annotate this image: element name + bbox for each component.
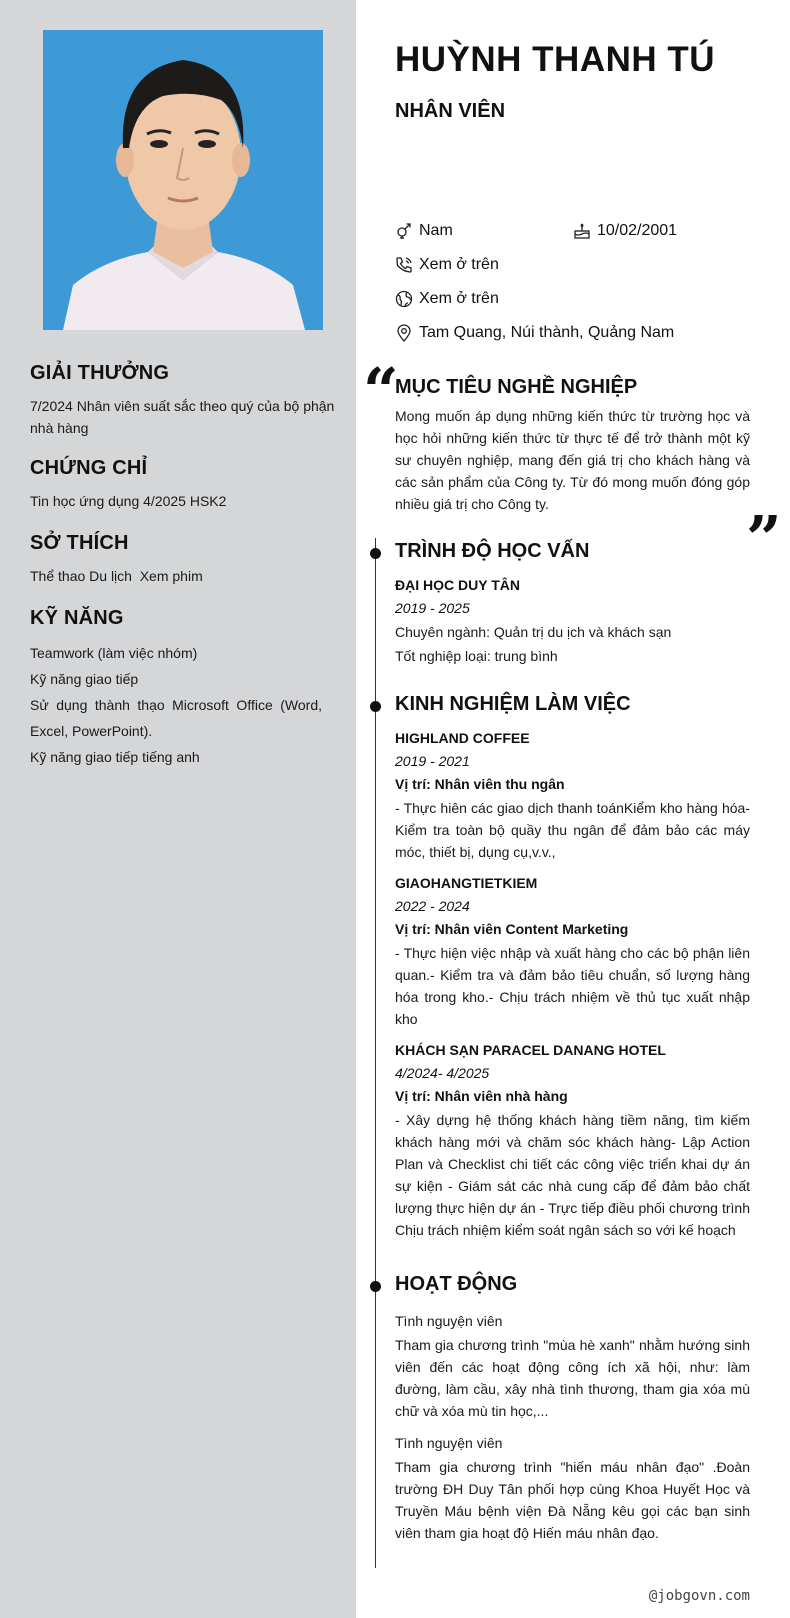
address-info bbox=[395, 322, 674, 344]
gender-value: Nam bbox=[419, 222, 453, 239]
skills-section bbox=[30, 607, 322, 770]
open-quote-icon: “ bbox=[363, 354, 399, 427]
certificates-section bbox=[30, 457, 340, 512]
timeline-dot bbox=[370, 1281, 381, 1292]
activity-entry bbox=[395, 1432, 750, 1544]
activity-entry bbox=[395, 1310, 750, 1422]
awards-text: 7/2024 Nhân viên suất sắc theo quý của bộ phận nhà hàng bbox=[30, 398, 335, 436]
activity-description: Tham gia chương trình "mùa hè xanh" nhằm hướng sinh viên đến các hoạt động công ích xã hội, như: làm đường, làm cầu, xây nhà tình thương, tham gia xóa mù chữ và xóa mù tin học,... bbox=[395, 1337, 750, 1419]
activity-description: Tham gia chương trình "hiến máu nhân đạo" .Đoàn trường ĐH Duy Tân phối hợp cùng Khoa Huyết Học và Truyền Máu bệnh viện Đà Nẵng kêu gọi các bạn sinh viên tham gia hoạt độ Hiến máu nhân đạo. bbox=[395, 1459, 750, 1541]
close-quote-icon: ” bbox=[746, 502, 782, 575]
job-title: NHÂN VIÊN bbox=[395, 100, 506, 122]
certificates-text: Tin học ứng dụng 4/2025 HSK2 bbox=[30, 493, 227, 509]
job-description: - Xây dựng hệ thống khách hàng tiềm năng, tìm kiếm khách hàng mới và chăm sóc khách hàng- Lập Action Plan và Checklist chi tiết các công việc triển khai dự án sự kiện - Giám sát các nhà cung cấp để đảm bảo chất lượng thực hiện dự án - Trực tiếp điều phối chương trình Chịu trách nhiệm kiểm soát ngân sách so với kế hoạch bbox=[395, 1112, 750, 1238]
job-company: KHÁCH SẠN PARACEL DANANG HOTEL bbox=[395, 1042, 666, 1058]
job-company: HIGHLAND COFFEE bbox=[395, 730, 530, 746]
phone-info bbox=[395, 254, 499, 276]
school-name: ĐẠI HỌC DUY TÂN bbox=[395, 577, 520, 593]
skill-item: Kỹ năng giao tiếp tiếng anh bbox=[30, 749, 200, 765]
hobbies-heading: SỞ THÍCH bbox=[30, 532, 129, 554]
activities-heading: HOẠT ĐỘNG bbox=[395, 1273, 518, 1295]
birthday-value: 10/02/2001 bbox=[597, 222, 678, 239]
location-pin-icon bbox=[395, 324, 413, 342]
job-period: 4/2024- 4/2025 bbox=[395, 1065, 490, 1081]
job-position: Vị trí: Nhân viên Content Marketing bbox=[395, 921, 629, 937]
activity-role: Tình nguyện viên bbox=[395, 1313, 503, 1329]
skill-item: Kỹ năng giao tiếp bbox=[30, 671, 139, 687]
hobbies-section bbox=[30, 532, 340, 587]
skill-item: Sử dụng thành thạo Microsoft Office (Word, Excel, PowerPoint). bbox=[30, 697, 322, 739]
skills-heading: KỸ NĂNG bbox=[30, 607, 124, 629]
experience-section bbox=[395, 693, 750, 1241]
job-entry bbox=[395, 875, 750, 1030]
hobbies-text: Thể thao Du lịch Xem phim bbox=[30, 568, 203, 584]
job-entry bbox=[395, 730, 750, 863]
phone-icon bbox=[395, 256, 413, 274]
birthday-info bbox=[573, 220, 677, 242]
activity-role: Tình nguyện viên bbox=[395, 1435, 503, 1451]
timeline-line bbox=[375, 538, 376, 1568]
address-value: Tam Quang, Núi thành, Quảng Nam bbox=[419, 324, 675, 341]
gender-icon bbox=[395, 222, 413, 240]
education-grade: Tốt nghiệp loại: trung bình bbox=[395, 648, 558, 664]
job-entry bbox=[395, 1042, 750, 1241]
activities-section bbox=[395, 1273, 750, 1544]
globe-icon bbox=[395, 290, 413, 308]
website-value: Xem ở trên bbox=[419, 290, 499, 307]
awards-section bbox=[30, 362, 340, 439]
phone-value: Xem ở trên bbox=[419, 256, 499, 273]
profile-photo bbox=[43, 30, 323, 330]
birthday-cake-icon bbox=[573, 222, 591, 240]
footer-watermark: @jobgovn.com bbox=[648, 1588, 750, 1604]
objective-text: Mong muốn áp dụng những kiến thức từ trường học và học hỏi những kiến thức từ thực tế để trở thành một kỹ sư chuyên nghiệp, mang đến giá trị cho khách hàng và các sản phẩm của Công ty. Từ đó mong muốn đóng góp nhiều giá trị cho Công ty. bbox=[395, 408, 750, 512]
job-period: 2022 - 2024 bbox=[395, 898, 470, 914]
job-description: - Thực hiện việc nhập và xuất hàng cho các bộ phận liên quan.- Kiểm tra và đảm bảo tiêu chuẩn, số lượng hàng hóa trong kho.- Chịu trách nhiệm về thủ tục xuất nhập kho bbox=[395, 945, 750, 1027]
job-description: - Thực hiên các giao dịch thanh toánKiểm kho hàng hóa- Kiểm tra toàn bộ quầy thu ngân để đảm bảo các máy móc, thiết bị, dụng cụ,v.v., bbox=[395, 800, 750, 860]
awards-heading: GIẢI THƯỞNG bbox=[30, 362, 170, 384]
skill-item: Teamwork (làm việc nhóm) bbox=[30, 645, 198, 661]
job-company: GIAOHANGTIETKIEM bbox=[395, 875, 538, 891]
timeline-dot bbox=[370, 701, 381, 712]
education-period: 2019 - 2025 bbox=[395, 600, 470, 616]
experience-heading: KINH NGHIỆM LÀM VIỆC bbox=[395, 693, 631, 715]
candidate-name: HUỲNH THANH TÚ bbox=[395, 40, 716, 79]
certificates-heading: CHỨNG CHỈ bbox=[30, 457, 148, 479]
job-position: Vị trí: Nhân viên thu ngân bbox=[395, 776, 565, 792]
website-info bbox=[395, 288, 499, 310]
timeline-dot bbox=[370, 548, 381, 559]
job-period: 2019 - 2021 bbox=[395, 753, 470, 769]
education-section bbox=[395, 540, 750, 667]
education-heading: TRÌNH ĐỘ HỌC VẤN bbox=[395, 540, 590, 562]
education-major: Chuyên ngành: Quản trị du ịch và khách sạn bbox=[395, 624, 672, 640]
job-position: Vị trí: Nhân viên nhà hàng bbox=[395, 1088, 568, 1104]
gender-info bbox=[395, 220, 453, 242]
objective-heading: MỤC TIÊU NGHỀ NGHIỆP bbox=[395, 376, 638, 398]
objective-section bbox=[395, 376, 750, 515]
